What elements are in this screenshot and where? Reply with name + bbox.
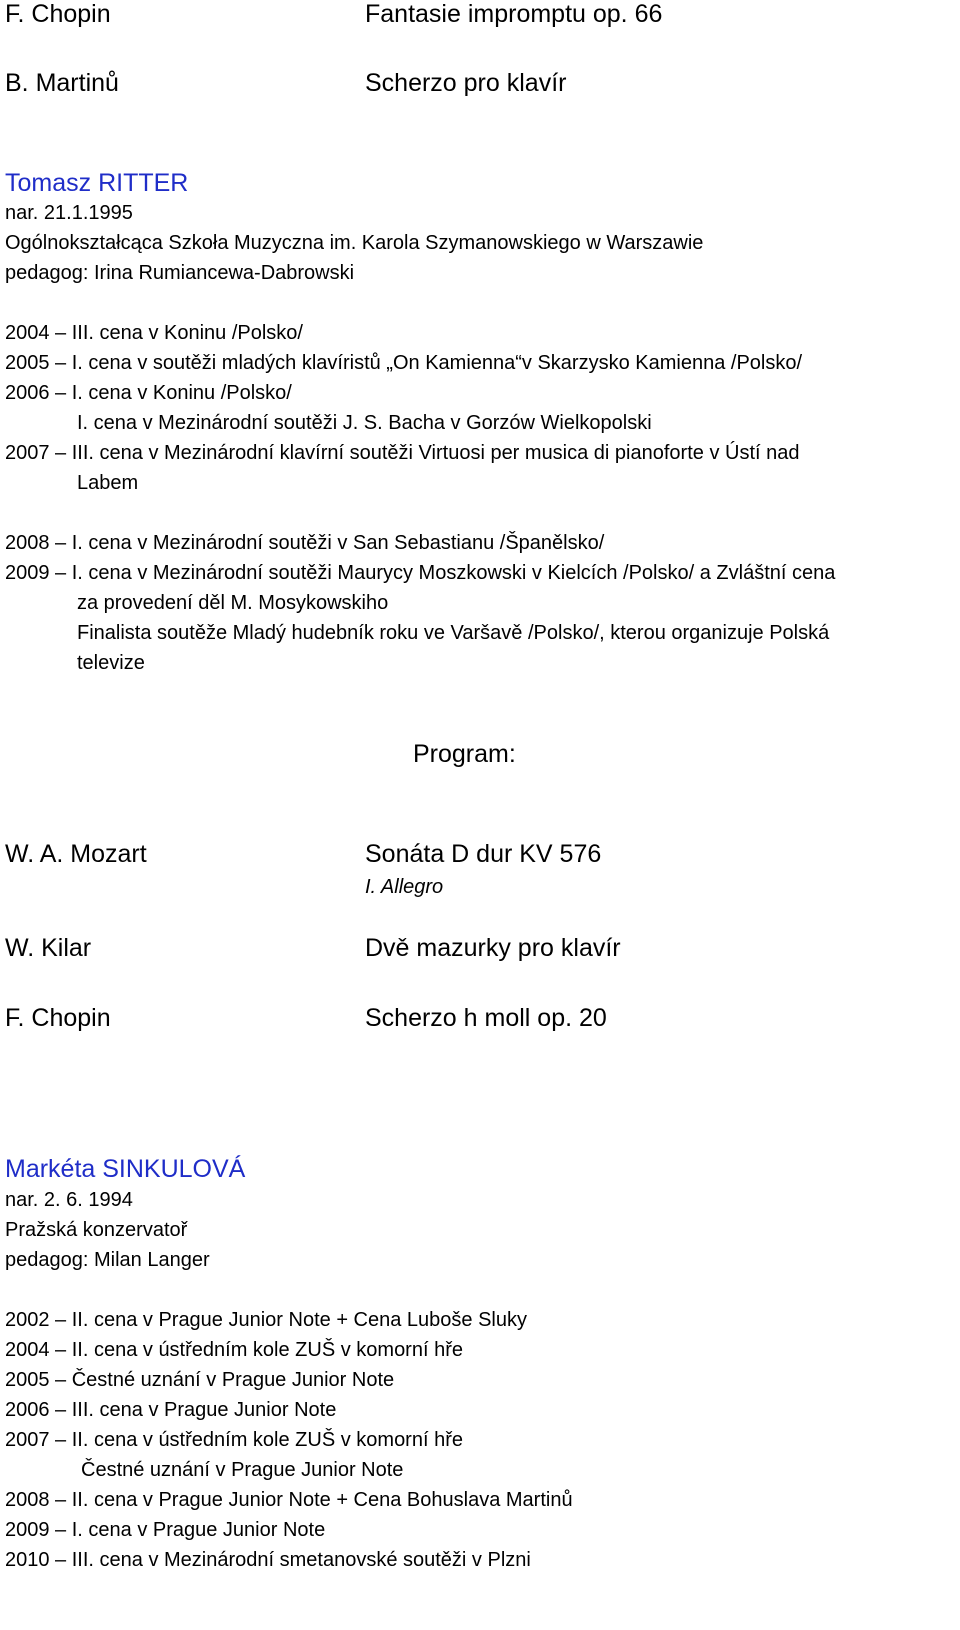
award-line: 2006 – I. cena v Koninu /Polsko/ bbox=[5, 382, 292, 404]
program-piece: Sonáta D dur KV 576 bbox=[365, 840, 602, 868]
award-line: 2008 – I. cena v Mezinárodní soutěži v San Sebastianu /Španělsko/ bbox=[5, 532, 605, 554]
award-line: Labem bbox=[77, 472, 139, 494]
program-piece: Scherzo h moll op. 20 bbox=[365, 1004, 607, 1032]
performer-school: Pražská konzervatoř bbox=[5, 1219, 188, 1241]
program-piece: Scherzo pro klavír bbox=[365, 69, 567, 97]
program-movement: I. Allegro bbox=[365, 876, 444, 898]
award-line: 2006 – III. cena v Prague Junior Note bbox=[5, 1399, 337, 1421]
award-line: 2005 – Čestné uznání v Prague Junior Note bbox=[5, 1369, 395, 1391]
program-heading: Program: bbox=[413, 740, 516, 768]
program-composer: F. Chopin bbox=[5, 0, 111, 28]
award-line: Čestné uznání v Prague Junior Note bbox=[81, 1459, 404, 1481]
program-composer: F. Chopin bbox=[5, 1004, 111, 1032]
program-composer: B. Martinů bbox=[5, 69, 119, 97]
award-line: I. cena v Mezinárodní soutěži J. S. Bacha v Gorzów Wielkopolski bbox=[77, 412, 652, 434]
performer-teacher: pedagog: Irina Rumiancewa-Dabrowski bbox=[5, 262, 355, 284]
performer-born: nar. 21.1.1995 bbox=[5, 202, 133, 224]
award-line: 2009 – I. cena v Mezinárodní soutěži Maurycy Moszkowski v Kielcích /Polsko/ a Zvláštní cena bbox=[5, 562, 836, 584]
program-composer: W. Kilar bbox=[5, 934, 92, 962]
performer-born: nar. 2. 6. 1994 bbox=[5, 1189, 133, 1211]
award-line: 2004 – III. cena v Koninu /Polsko/ bbox=[5, 322, 303, 344]
program-composer: W. A. Mozart bbox=[5, 840, 147, 868]
award-line: 2009 – I. cena v Prague Junior Note bbox=[5, 1519, 326, 1541]
program-piece: Dvě mazurky pro klavír bbox=[365, 934, 621, 962]
program-piece: Fantasie impromptu op. 66 bbox=[365, 0, 663, 28]
performer-school: Ogólnokształcąca Szkoła Muzyczna im. Karola Szymanowskiego w Warszawie bbox=[5, 232, 704, 254]
award-line: 2007 – III. cena v Mezinárodní klavírní soutěži Virtuosi per musica di pianoforte v Ústí nad bbox=[5, 442, 800, 464]
performer-teacher: pedagog: Milan Langer bbox=[5, 1249, 210, 1271]
award-line: 2010 – III. cena v Mezinárodní smetanovské soutěži v Plzni bbox=[5, 1549, 531, 1571]
performer-name: Markéta SINKULOVÁ bbox=[5, 1155, 246, 1183]
award-line: 2008 – II. cena v Prague Junior Note + Cena Bohuslava Martinů bbox=[5, 1489, 573, 1511]
performer-name: Tomasz RITTER bbox=[5, 169, 189, 197]
award-line: za provedení děl M. Mosykowskiho bbox=[77, 592, 389, 614]
award-line: televize bbox=[77, 652, 145, 674]
award-line: Finalista soutěže Mladý hudebník roku ve Varšavě /Polsko/, kterou organizuje Polská bbox=[77, 622, 830, 644]
award-line: 2002 – II. cena v Prague Junior Note + Cena Luboše Sluky bbox=[5, 1309, 528, 1331]
award-line: 2004 – II. cena v ústředním kole ZUŠ v komorní hře bbox=[5, 1339, 463, 1361]
award-line: 2005 – I. cena v soutěži mladých klavíristů „On Kamienna“v Skarzysko Kamienna /Polsko/ bbox=[5, 352, 803, 374]
award-line: 2007 – II. cena v ústředním kole ZUŠ v komorní hře bbox=[5, 1429, 463, 1451]
